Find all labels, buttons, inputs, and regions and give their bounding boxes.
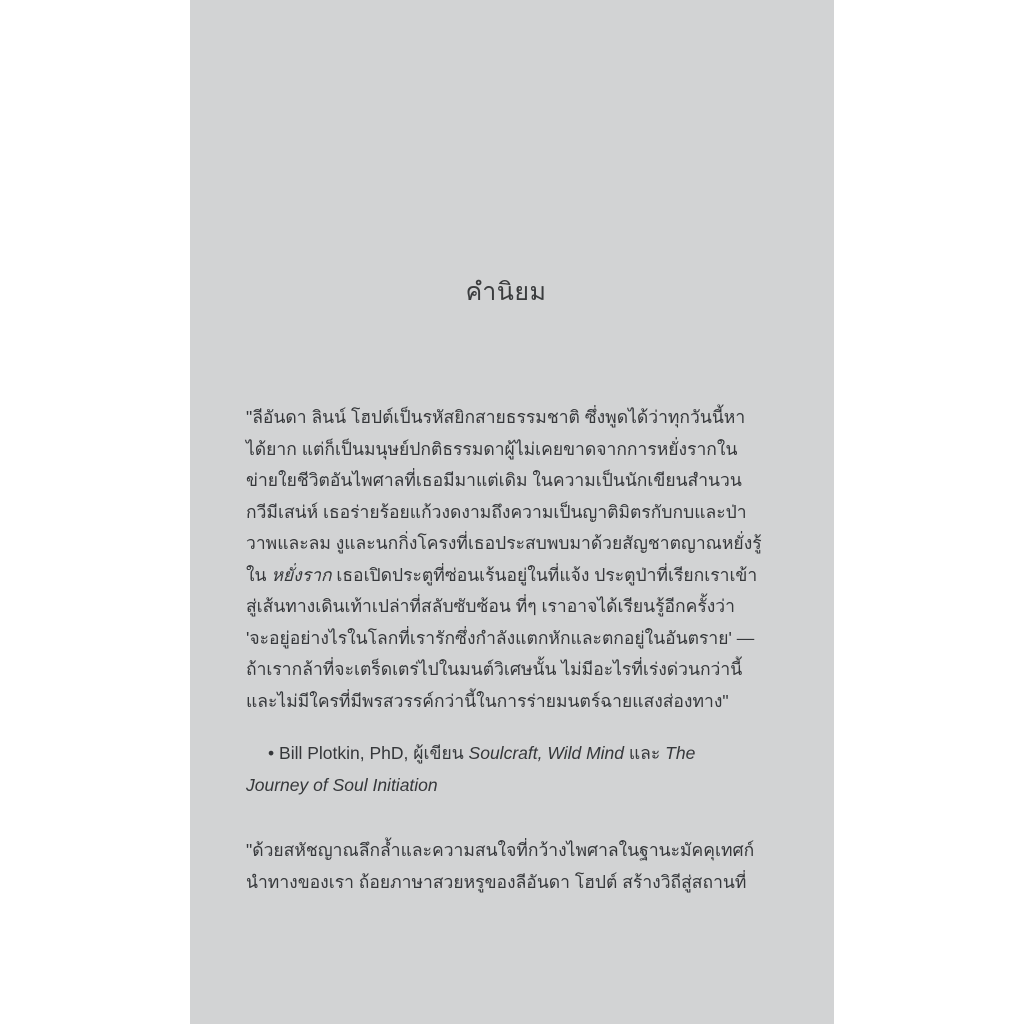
bullet-icon: • bbox=[268, 743, 275, 763]
attribution-author-name: Bill Plotkin, PhD, bbox=[279, 743, 409, 763]
quote-1-part-1: "ลีอันดา ลินน์ โฮปต์เป็นรหัสยิกสายธรรมชาติ ซึ่งพูดได้ว่าทุกวันนี้หาได้ยาก แต่ก็เป็นมนุษย์ปกติธรรมดาผู้ไม่เคยขาดจากการหยั่งรากในข่ายใยชีวิตอันไพศาลที่เธอมีมาแต่เดิม ในความเป็นนักเขียนสำนวนกวีมีเสน่ห์ เธอร่ายร้อยแก้วงดงามถึงความเป็นญาติมิตรกับกบและป่า วาพและลม งูและนกกิ่งโครงที่เธอประสบพบมาด้วยสัญชาตญาณหยั่งรู้ ใน bbox=[246, 407, 762, 585]
book-page bbox=[190, 0, 834, 1024]
quote-paragraph-1 bbox=[246, 402, 762, 717]
quote-paragraph-2 bbox=[246, 835, 762, 898]
quote-1-part-2: เธอเปิดประตูที่ซ่อนเร้นอยู่ในที่แจ้ง ประตูป่าที่เรียกเราเข้าสู่เส้นทางเดินเท้าเปล่าที่สลับซับซ้อน ที่ๆ เราอาจได้เรียนรู้อีกครั้งว่า 'จะอยู่อย่างไรในโลกที่เรารักซึ่งกำลังแตกหักและตกอยู่ในอันตราย' — ถ้าเรากล้าที่จะเตร็ดเตร่ไปในมนต์วิเศษนั้น ไม่มีอะไรที่เร่งด่วนกว่านี้ และไม่มีใครที่มีพรสวรรค์กว่านี้ในการร่ายมนตร์ฉายแสงส่องทาง" bbox=[246, 564, 758, 711]
attribution-role: ผู้เขียน bbox=[413, 743, 464, 763]
quote-2-text: "ด้วยสหัชญาณลึกล้ำและความสนใจที่กว้างไพศาลในฐานะมัคคุเทศก์นำทางของเรา ถ้อยภาษาสวยหรูของลีอันดา โฮปต์ สร้างวิถีสู่สถานที่ bbox=[246, 840, 755, 892]
attribution-title-2: The Journey of Soul Initiation bbox=[246, 743, 696, 795]
quote-attribution-1 bbox=[246, 738, 762, 801]
attribution-conjunction: และ bbox=[628, 743, 661, 763]
page-content-area bbox=[246, 0, 766, 1024]
book-title-italic-raak: หยั่งราก bbox=[271, 564, 332, 585]
attribution-title-1: Soulcraft, Wild Mind bbox=[468, 743, 624, 763]
page-title: คำนิยม bbox=[465, 279, 547, 306]
